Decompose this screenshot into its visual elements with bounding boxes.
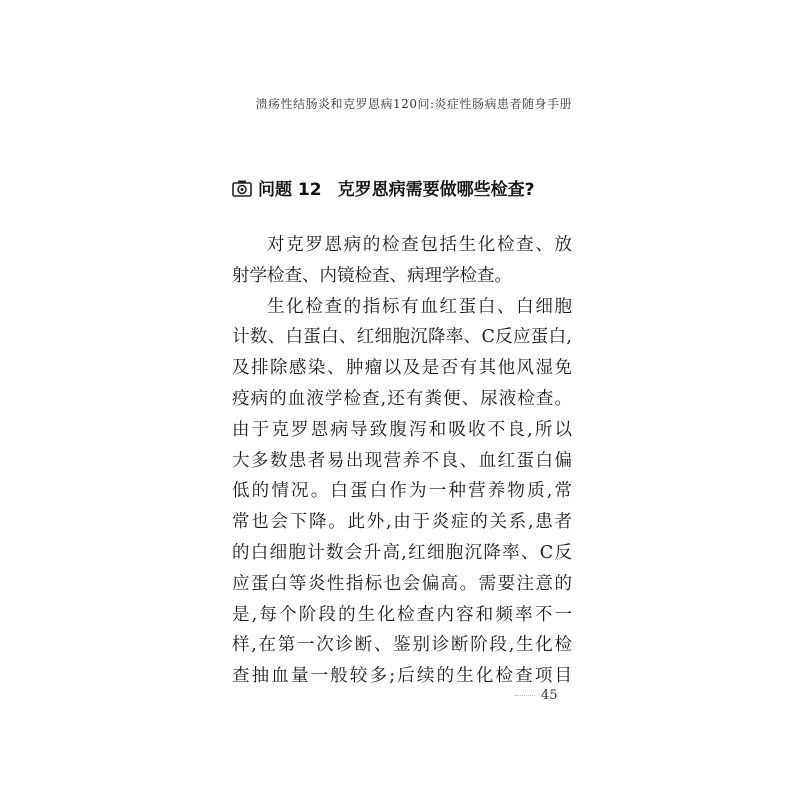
question-number: 问题 12: [258, 180, 322, 200]
text-line: 计数、白蛋白、红细胞沉降率、C反应蛋白,: [232, 327, 572, 348]
camera-icon: [232, 179, 252, 197]
text-line: 及排除感染、肿瘤以及是否有其他风湿免: [232, 358, 572, 379]
text-line: 常也会下降。此外,由于炎症的关系,患者: [232, 512, 572, 533]
question-title: 克罗恩病需要做哪些检查?: [337, 180, 535, 200]
text-line: 应蛋白等炎性指标也会偏高。需要注意的: [232, 573, 572, 594]
text-line: 是,每个阶段的生化检查内容和频率不一: [232, 604, 572, 625]
text-line: 的白细胞计数会升高,红细胞沉降率、C反: [232, 542, 572, 563]
running-header: 溃疡性结肠炎和克罗恩病120问:炎症性肠病患者随身手册: [255, 97, 572, 111]
text-line: 由于克罗恩病导致腹泻和吸收不良,所以: [232, 419, 572, 440]
text-line: 大多数患者易出现营养不良、血红蛋白偏: [232, 450, 572, 471]
text-line: 样,在第一次诊断、鉴别诊断阶段,生化检: [232, 635, 572, 656]
page-number: 45: [541, 688, 558, 703]
text-line: 射学检查、内镜检查、病理学检查。: [232, 265, 512, 286]
text-line: 疫病的血液学检查,还有粪便、尿液检查。: [232, 388, 572, 409]
question-heading: [232, 175, 534, 200]
page-number-decoration: [515, 695, 535, 696]
text-line: 低的情况。白蛋白作为一种营养物质,常: [232, 481, 572, 502]
body-text: [232, 230, 572, 692]
text-line: 查抽血量一般较多;后续的生化检查项目: [232, 666, 572, 687]
text-line: 对克罗恩病的检查包括生化检查、放: [267, 235, 572, 255]
text-line: 生化检查的指标有血红蛋白、白细胞: [267, 296, 572, 317]
